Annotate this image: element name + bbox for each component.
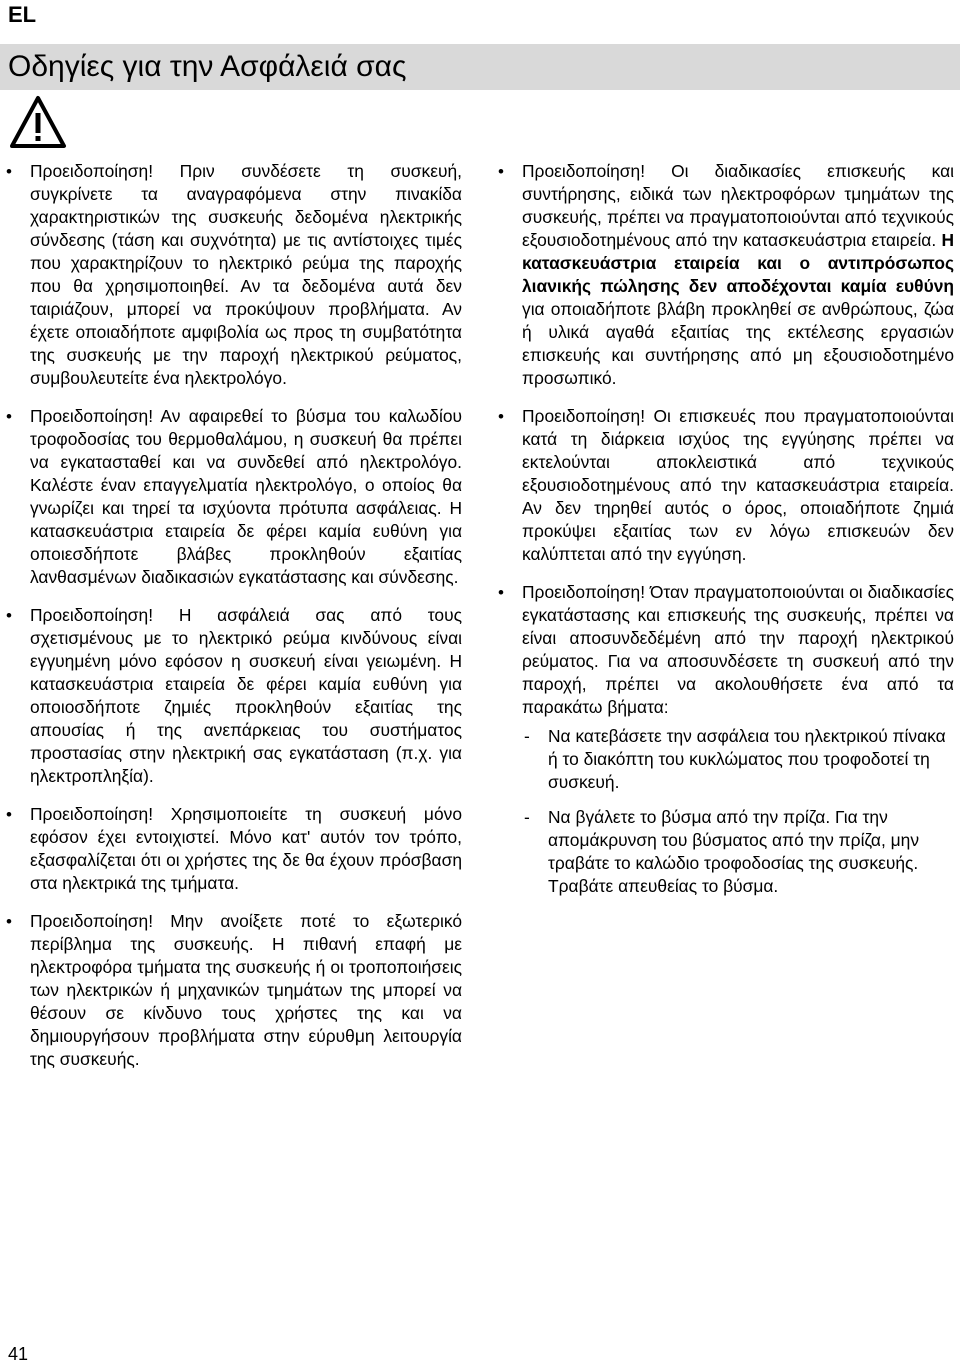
warning-text: Χρησιμοποιείτε τη συσκευή μόνο εφόσον έχει εντοιχιστεί. Μόνο κατ' αυτόν τον τρόπο, εξασφαλίζεται ότι οι χρήστες της δε θα έχουν πρόσβαση στα ηλεκτρικά της τμήματα. xyxy=(30,804,462,893)
warning-label: Προειδοποίηση! xyxy=(30,161,154,181)
warning-label: Προειδοποίηση! xyxy=(30,406,154,426)
warning-text: Πριν συνδέσετε τη συσκευή, συγκρίνετε τα αναγραφόμενα στην πινακίδα χαρακτηριστικών της συσκευής δεδομένα ηλεκτρικής σύνδεσης (τάση και συχνότητα) με τις αντίστοιχες τιμές που χαρακτηρίζουν το ηλεκτρικό ρεύμα της παροχής που θα χρησιμοποιηθεί. Αν τα δεδομένα αυτά δεν ταιριάζουν, μπορεί να προκύψουν προβλήματα. Αν έχετε οποιαδήποτε αμφιβολία ως προς τη συμβατότητα της συσκευής με την παροχή ηλεκτρικού ρεύματος, συμβουλευτείτε ένα ηλεκτρολόγο. xyxy=(30,161,462,388)
step-item: - Να κατεβάσετε την ασφάλεια του ηλεκτρικού πίνακα ή το διακόπτη του κυκλώματος που τροφοδοτεί τη συσκευή. xyxy=(522,725,954,794)
warning-item xyxy=(522,405,954,566)
warning-label: Προειδοποίηση! xyxy=(30,804,154,824)
left-column xyxy=(30,160,462,1086)
warning-text: Αν αφαιρεθεί το βύσμα του καλωδίου τροφοδοσίας του θερμοθαλάμου, η συσκευή θα πρέπει να εγκατασταθεί και να συνδεθεί από ηλεκτρολόγο. Καλέστε έναν επαγγελματία ηλεκτρολόγο, ο οποίος θα γνωρίζει και τηρεί τα ισχύοντα πρότυπα ασφάλειας. Η κατασκευάστρια εταιρεία δε φέρει καμία ευθύνη για οποιεσδήποτε βλάβες προκληθούν εξαιτίας λανθασμένων διαδικασιών εγκατάστασης και σύνδεσης. xyxy=(30,406,462,587)
page-title: Οδηγίες για την Ασφάλειά σας xyxy=(8,50,407,83)
warning-item xyxy=(522,160,954,390)
warning-label: Προειδοποίηση! xyxy=(522,582,646,602)
warning-bold-text: Η κατασκευάστρια εταιρεία και ο αντιπρόσωπος λιανικής πώλησης δεν αποδέχονται καμία ευθύνη xyxy=(522,230,954,296)
warning-item xyxy=(30,910,462,1071)
warning-item xyxy=(30,160,462,390)
warning-label: Προειδοποίηση! xyxy=(522,161,646,181)
warning-label: Προειδοποίηση! xyxy=(522,406,646,426)
warning-item xyxy=(30,405,462,589)
warning-item xyxy=(30,803,462,895)
warning-text: Η ασφάλειά σας από τους σχετισμένους με το ηλεκτρικό ρεύμα κινδύνους είναι εγγυημένη μόνο εφόσον η συσκευή είναι γειωμένη. Η κατασκευάστρια εταιρεία δε φέρει καμία ευθύνη για οποιοσδήποτε ζημιές προκληθούν εξαιτίας της απουσίας ή της ανεπάρκειας του συστήματος προστασίας στην ηλεκτρική σας εγκατάσταση (π.χ. για ηλεκτροπληξία). xyxy=(30,605,462,786)
steps-list xyxy=(522,725,954,898)
language-tag: EL xyxy=(8,2,37,27)
right-column xyxy=(522,160,954,913)
warning-label: Προειδοποίηση! xyxy=(30,605,154,625)
warning-item xyxy=(522,581,954,898)
warning-text-tail: για οποιαδήποτε βλάβη προκληθεί σε ανθρώπους, ζώα ή υλικά αγαθά εξαιτίας της εκτέλεσης εργασιών επισκευής και συντήρησης από μη εξουσιοδοτημένο προσωπικό. xyxy=(522,299,954,388)
warning-text: Οι επισκευές που πραγματοποιούνται κατά τη διάρκεια ισχύος της εγγύησης πρέπει να εκτελούνται αποκλειστικά από τεχνικούς εξουσιοδοτημένους από την κατασκευάστρια εταιρεία. Αν δεν τηρηθεί αυτός ο όρος, οποιαδήποτε ζημιά προκύψει εξαιτίας των εν λόγω επισκευών δεν καλύπτεται από την εγγύηση. xyxy=(522,406,954,564)
warning-item xyxy=(30,604,462,788)
title-band xyxy=(0,44,960,90)
warning-triangle-icon xyxy=(8,94,68,150)
step-item: - Να βγάλετε το βύσμα από την πρίζα. Για την απομάκρυνση του βύσματος από την πρίζα, μην τραβάτε το καλώδιο τροφοδοσίας της συσκευής. Τραβάτε απευθείας το βύσμα. xyxy=(522,806,954,898)
warning-text: Οι διαδικασίες επισκευής και συντήρησης, ειδικά των ηλεκτροφόρων τμημάτων της συσκευής, πρέπει να πραγματοποιούνται από τεχνικούς εξουσιοδοτημένους από την κατασκευάστρια εταιρεία. xyxy=(522,161,954,250)
page-number: 41 xyxy=(8,1344,29,1364)
warning-label: Προειδοποίηση! xyxy=(30,911,154,931)
warning-text: Μην ανοίξετε ποτέ το εξωτερικό περίβλημα της συσκευής. Η πιθανή επαφή με ηλεκτροφόρα τμήματα της συσκευής ή οι τροποποιήσεις των ηλεκτρικών ή μηχανικών τμημάτων της μπορεί να θέσουν σε κίνδυνο τους χρήστες της και να δημιουργήσουν προβλήματα στην εύρυθμη λειτουργία της συσκευής. xyxy=(30,911,462,1069)
warning-text: Όταν πραγματοποιούνται οι διαδικασίες εγκατάστασης και επισκευής της συσκευής, πρέπει να είναι αποσυνδεδέμένη από την παροχή ηλεκτρικού ρεύματος. Για να αποσυνδέσετε τη συσκευή από την παροχή, πρέπει να ακολουθήσετε ένα από τα παρακάτω βήματα: xyxy=(522,582,954,717)
